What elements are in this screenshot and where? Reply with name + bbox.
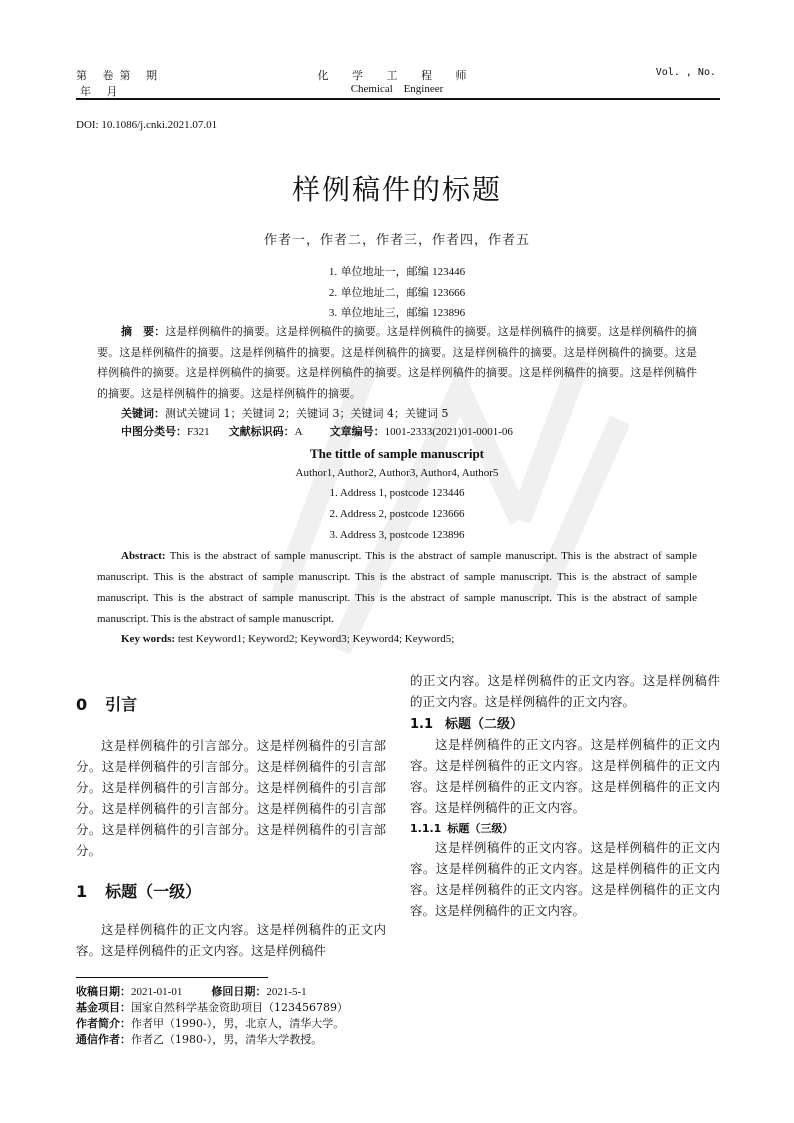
affiliation-en-2: 2. Address 2, postcode 123666 — [329, 508, 465, 520]
section-1-1-1-text: 这是样例稿件的正文内容。这是样例稿件的正文内容。这是样例稿件的正文内容。这是样例稿件的正文内容。这是样例稿件的正文内容。这是样例稿件的正文内容。这是样例稿件的正文内容。 — [410, 840, 720, 918]
doi: DOI: 10.1086/j.cnki.2021.07.01 — [76, 119, 218, 131]
footnote-rule — [76, 977, 268, 978]
affiliation-en-3: 3. Address 3, postcode 123896 — [329, 529, 465, 541]
section-number: 1.1.1 — [410, 822, 442, 835]
article-number-value: 1001-2333(2021)01-0001-06 — [384, 426, 513, 438]
classification-line — [121, 422, 513, 443]
section-title: 标题（一级） — [105, 882, 202, 901]
section-1-heading — [76, 879, 386, 902]
section-title: 引言 — [105, 695, 138, 714]
article-number-label: 文章编号： — [329, 425, 385, 438]
section-1-1-heading — [410, 713, 720, 732]
paper-title-cn: 样例稿件的标题 — [291, 173, 502, 206]
footnote-corresponding — [76, 1032, 322, 1049]
author-bio-label: 作者简介： — [76, 1017, 131, 1030]
abstract-cn-text: 这是样例稿件的摘要。这是样例稿件的摘要。这是样例稿件的摘要。这是样例稿件的摘要。这是样例稿件的摘要。这是样例稿件的摘要。这是样例稿件的摘要。这是样例稿件的摘要。这是样例稿件的摘要。这是样例稿件的摘要。这是样例稿件的摘要。这是样例稿件的摘要。这是样例稿件的摘要。这是样例稿件的摘要。这是样例稿件的摘要。这是样例稿件的摘要。这是样例稿件的摘要。这是样例稿件的摘要。 — [97, 325, 698, 400]
header-journal-cn: 化 学 工 程 师 — [317, 69, 477, 82]
clc-label: 中图分类号： — [121, 425, 187, 438]
affiliation-code: 123666 — [432, 287, 466, 299]
section-0-text: 这是样例稿件的引言部分。这是样例稿件的引言部分。这是样例稿件的引言部分。这是样例稿件的引言部分。这是样例稿件的引言部分。这是样例稿件的引言部分。这是样例稿件的引言部分。这是样例稿件的引言部分。这是样例稿件的引言部分。这是样例稿件的引言部分。 — [76, 738, 386, 858]
affiliation-en-1: 1. Address 1, postcode 123446 — [329, 487, 465, 499]
affiliation-number: 3. — [328, 307, 338, 319]
doc-code-label: 文献标识码： — [228, 425, 295, 438]
section-number: 1.1 — [410, 717, 434, 732]
section-1-text: 这是样例稿件的正文内容。这是样例稿件的正文内容。这是样例稿件的正文内容。这是样例稿件 — [76, 922, 386, 958]
footnote-author — [76, 1016, 344, 1033]
author-bio-value: 作者甲（1990-），男，北京人，清华大学。 — [131, 1017, 345, 1030]
abstract-en — [97, 546, 697, 630]
keywords-en-label: Key words: — [121, 633, 176, 645]
received-label: 收稿日期： — [76, 985, 131, 998]
authors-en: Author1, Author2, Author3, Author4, Author5 — [295, 467, 499, 479]
keywords-cn-text: 测试关键词 1；关键词 2；关键词 3；关键词 4；关键词 5 — [165, 407, 449, 420]
section-1-text-continued: 的正文内容。这是样例稿件的正文内容。这是样例稿件的正文内容。这是样例稿件的正文内容。 — [410, 673, 720, 709]
abstract-cn-label: 摘 要： — [121, 325, 166, 338]
affiliation-text: 单位地址三，邮编 — [340, 306, 429, 319]
section-title: 标题（三级） — [447, 822, 514, 835]
footnote-dates — [76, 984, 307, 1001]
header-rule — [76, 98, 720, 100]
revised-value: 2021-5-1 — [266, 986, 307, 998]
header-volume: Vol. , No. — [655, 67, 716, 78]
clc-value: F321 — [187, 426, 210, 438]
keywords-cn-label: 关键词： — [121, 407, 165, 420]
affiliation-number: 1. — [328, 266, 338, 278]
abstract-en-text: This is the abstract of sample manuscript. This is the abstract of sample manuscript. This is the abstract of sample manuscript. This is the abstract of sample manuscript. This is the abstract of sample manuscript. This is the abstract of sample manuscript. This is the abstract of sample manuscript. This is the abstract of sample manuscript. This is the abstract of sample manuscript. This is the abstract of sample manuscript. — [97, 550, 697, 625]
header-date: 年 月 — [80, 85, 124, 98]
authors-cn: 作者一，作者二，作者三，作者四，作者五 — [263, 233, 530, 248]
section-number: 0 — [76, 695, 88, 714]
abstract-cn — [97, 322, 697, 404]
doc-code-value: A — [294, 426, 303, 438]
fund-value: 国家自然科学基金资助项目（123456789） — [131, 1001, 348, 1014]
affiliation-text: 单位地址一，邮编 — [340, 265, 429, 278]
fund-label: 基金项目： — [76, 1001, 131, 1014]
affiliation-cn-1 — [0, 263, 794, 279]
affiliation-cn-3 — [0, 304, 794, 320]
paper-title-en: The tittle of sample manuscript — [309, 446, 485, 461]
affiliation-text: 单位地址二，邮编 — [340, 286, 429, 299]
received-value: 2021-01-01 — [131, 986, 183, 998]
keywords-en-text: test Keyword1; Keyword2; Keyword3; Keyword4; Keyword5; — [177, 633, 455, 645]
section-number: 1 — [76, 882, 88, 901]
section-1-1-1-heading — [410, 820, 720, 836]
corresponding-label: 通信作者： — [76, 1033, 131, 1046]
affiliation-code: 123446 — [432, 266, 466, 278]
revised-label: 修回日期： — [211, 985, 267, 998]
abstract-en-label: Abstract: — [121, 550, 166, 562]
section-0-heading — [76, 692, 386, 715]
footnote-fund — [76, 1000, 348, 1017]
corresponding-value: 作者乙（1980-），男，清华大学教授。 — [131, 1033, 323, 1046]
section-1-1-text: 这是样例稿件的正文内容。这是样例稿件的正文内容。这是样例稿件的正文内容。这是样例稿件的正文内容。这是样例稿件的正文内容。这是样例稿件的正文内容。这是样例稿件的正文内容。 — [410, 737, 720, 815]
affiliation-cn-2 — [0, 284, 794, 300]
header-journal-en: Chemical Engineer — [350, 83, 444, 95]
keywords-en — [121, 633, 454, 645]
affiliation-number: 2. — [328, 287, 338, 299]
header-issue: 第 卷第 期 — [76, 69, 163, 82]
affiliation-code: 123896 — [432, 307, 466, 319]
section-title: 标题（二级） — [445, 717, 524, 732]
